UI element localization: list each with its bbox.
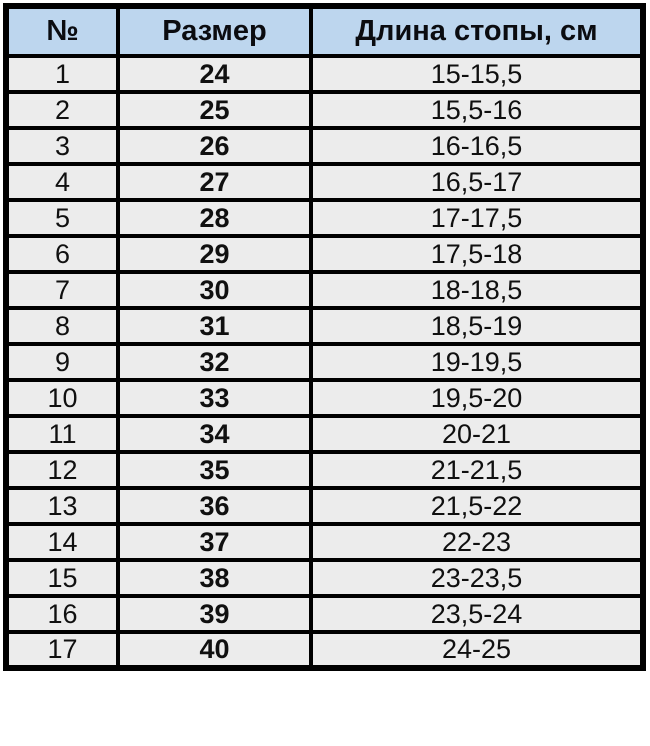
foot-length-cell: 15-15,5	[311, 56, 643, 92]
size-cell: 40	[118, 632, 311, 668]
size-cell: 35	[118, 452, 311, 488]
foot-length-cell: 18-18,5	[311, 272, 643, 308]
column-header-foot-length: Длина стопы, см	[311, 6, 643, 56]
table-row	[6, 380, 643, 416]
table-row	[6, 416, 643, 452]
foot-length-cell: 16-16,5	[311, 128, 643, 164]
row-number-cell: 14	[6, 524, 118, 560]
size-cell: 32	[118, 344, 311, 380]
row-number-cell: 12	[6, 452, 118, 488]
size-cell: 37	[118, 524, 311, 560]
row-number-cell: 5	[6, 200, 118, 236]
row-number-cell: 17	[6, 632, 118, 668]
foot-length-cell: 16,5-17	[311, 164, 643, 200]
size-cell: 33	[118, 380, 311, 416]
column-header-number: №	[6, 6, 118, 56]
table-row	[6, 92, 643, 128]
row-number-cell: 3	[6, 128, 118, 164]
column-header-size: Размер	[118, 6, 311, 56]
table-row	[6, 524, 643, 560]
size-cell: 34	[118, 416, 311, 452]
size-cell: 39	[118, 596, 311, 632]
foot-length-cell: 23-23,5	[311, 560, 643, 596]
table-row	[6, 164, 643, 200]
size-cell: 30	[118, 272, 311, 308]
table-row	[6, 560, 643, 596]
row-number-cell: 8	[6, 308, 118, 344]
table-row	[6, 272, 643, 308]
foot-length-cell: 15,5-16	[311, 92, 643, 128]
header-row	[6, 6, 643, 56]
table-row	[6, 488, 643, 524]
foot-length-cell: 22-23	[311, 524, 643, 560]
table-row	[6, 128, 643, 164]
table-row	[6, 56, 643, 92]
size-cell: 28	[118, 200, 311, 236]
foot-length-cell: 19-19,5	[311, 344, 643, 380]
table-row	[6, 632, 643, 668]
table-row	[6, 200, 643, 236]
row-number-cell: 16	[6, 596, 118, 632]
row-number-cell: 10	[6, 380, 118, 416]
foot-length-cell: 19,5-20	[311, 380, 643, 416]
size-cell: 29	[118, 236, 311, 272]
row-number-cell: 7	[6, 272, 118, 308]
size-chart-table	[3, 3, 646, 671]
row-number-cell: 15	[6, 560, 118, 596]
row-number-cell: 2	[6, 92, 118, 128]
row-number-cell: 6	[6, 236, 118, 272]
size-cell: 24	[118, 56, 311, 92]
foot-length-cell: 20-21	[311, 416, 643, 452]
size-cell: 27	[118, 164, 311, 200]
foot-length-cell: 24-25	[311, 632, 643, 668]
foot-length-cell: 17-17,5	[311, 200, 643, 236]
row-number-cell: 1	[6, 56, 118, 92]
row-number-cell: 11	[6, 416, 118, 452]
foot-length-cell: 23,5-24	[311, 596, 643, 632]
size-cell: 38	[118, 560, 311, 596]
foot-length-cell: 21-21,5	[311, 452, 643, 488]
size-cell: 31	[118, 308, 311, 344]
foot-length-cell: 17,5-18	[311, 236, 643, 272]
row-number-cell: 13	[6, 488, 118, 524]
table-body	[6, 56, 643, 668]
size-cell: 36	[118, 488, 311, 524]
table-row	[6, 452, 643, 488]
foot-length-cell: 18,5-19	[311, 308, 643, 344]
row-number-cell: 9	[6, 344, 118, 380]
table-row	[6, 344, 643, 380]
foot-length-cell: 21,5-22	[311, 488, 643, 524]
size-cell: 26	[118, 128, 311, 164]
table-row	[6, 308, 643, 344]
row-number-cell: 4	[6, 164, 118, 200]
table-row	[6, 236, 643, 272]
table-row	[6, 596, 643, 632]
size-cell: 25	[118, 92, 311, 128]
